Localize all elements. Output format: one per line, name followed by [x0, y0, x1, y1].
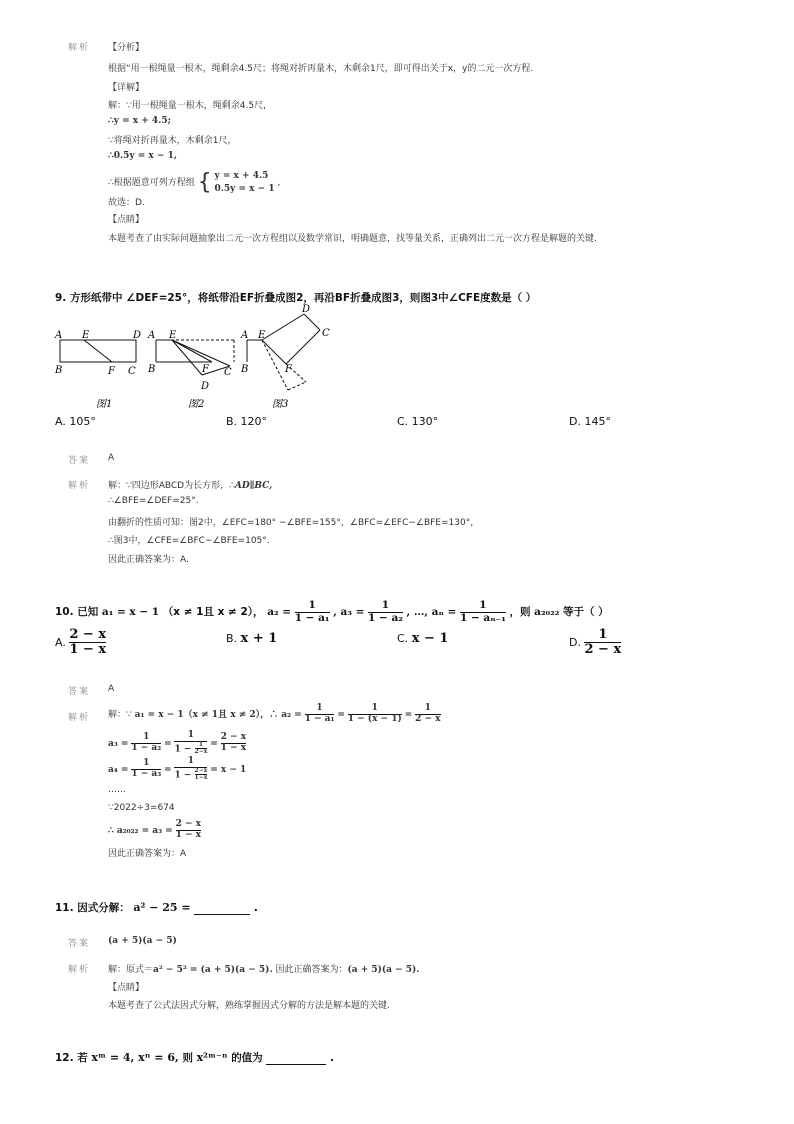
jiexi-tag: 解析: [68, 713, 91, 723]
solution-line: ∵将绳对折再量木，木剩余1尺，: [108, 136, 237, 146]
figure-3: [247, 314, 320, 390]
frac-den: [174, 767, 207, 782]
system-eq1: y = x + 4.5: [214, 171, 269, 182]
pt-E: E: [258, 330, 266, 341]
equation-system: [214, 170, 274, 194]
frac-num: 1: [598, 627, 608, 642]
fraction: [221, 733, 246, 754]
solution-line: ∴图3中，∠CFE=∠BFC−∠BFE=105°.: [108, 536, 270, 546]
frac-den: 1 − a₁: [294, 611, 330, 624]
q11-end: .: [253, 902, 258, 914]
fold-figures: [52, 302, 342, 414]
dianjing-tag: 【点睛】: [108, 983, 145, 993]
system-end: ,: [277, 178, 281, 188]
frac-den: 1−x: [194, 774, 208, 782]
answer-tag: 答案: [68, 456, 91, 466]
dianjing-text: 本题考查了由实际问题抽象出二元一次方程组以及数学常识，明确题意，找等量关系，正确列出二元一次方程是解题的关键.: [108, 234, 597, 244]
question-9-title: 9. 方形纸带中 ∠DEF=25°，将纸带沿EF折叠成图2，再沿BF折叠成图3，则图3中∠CFE度数是（ ）: [55, 292, 537, 304]
frac-num: 1: [381, 599, 390, 611]
frac-den: 2 − x: [415, 713, 441, 724]
fraction: [460, 600, 506, 624]
pt-E: E: [169, 330, 177, 341]
figure-2: [156, 340, 234, 375]
solution-text: 解：∵四边形ABCD为长方形，∴: [108, 481, 235, 491]
solution-line: ∴y = x + 4.5;: [108, 116, 171, 126]
system-eq2: 0.5y = x − 1: [214, 183, 275, 194]
q10-end: 等于（ ）: [563, 606, 609, 619]
frac-num: 1: [187, 756, 195, 766]
option-label: A.: [55, 635, 66, 649]
frac-den: 1 − a₃: [131, 769, 162, 780]
dianjing-tag: 【点睛】: [108, 215, 145, 225]
brace-glyph: {: [197, 170, 212, 195]
equals: =: [164, 765, 172, 776]
frac-den: 1 − x: [220, 743, 247, 754]
jiexi-tag: 解析: [68, 965, 91, 975]
q10-a2: a₂ =: [267, 606, 292, 619]
question-10-title: [55, 600, 609, 624]
frac-num: 2 − x: [175, 819, 202, 829]
fraction: [195, 768, 208, 782]
frac-den: 1 − a₂: [131, 743, 162, 754]
q12-math: x²ᵐ⁻ⁿ: [196, 1051, 228, 1064]
frac-den: 1 − aₙ₋₁: [460, 611, 506, 624]
fraction: [195, 742, 208, 756]
fraction: [415, 704, 440, 725]
jiexi-tag: 解析: [68, 481, 91, 491]
question-11-title: [55, 900, 258, 915]
fig-label: 图2: [188, 399, 205, 410]
option-value: x − 1: [411, 631, 449, 646]
answer-tag: 答案: [68, 687, 91, 697]
solution-text: 解：原式＝: [108, 965, 154, 975]
pt-B: B: [241, 364, 249, 375]
solution-line: [108, 757, 246, 782]
solution-line: 因此正确答案为：A.: [108, 555, 189, 565]
frac-den: 1 − a₁: [304, 713, 335, 724]
frac-den: 2 − x: [584, 642, 622, 658]
frac-den: [174, 741, 207, 756]
q10-then: ，则: [509, 606, 531, 619]
frac-den: 1 − a₂: [368, 611, 403, 624]
solution-line: 由翻折的性质可知：图2中，∠EFC=180° −∠BFE=155°，∠BFC=∠EFC−∠BFE=130°，: [108, 518, 480, 528]
answer-blank: [266, 1054, 326, 1065]
option-d: [569, 628, 621, 658]
fraction: [174, 757, 207, 782]
answer-choice: 故选：D.: [108, 198, 145, 208]
fraction: [348, 704, 402, 725]
frac-num: 1: [308, 599, 316, 611]
q10-a3: , a₃ =: [333, 606, 365, 619]
answer-blank: [194, 904, 250, 915]
pt-B: B: [148, 364, 156, 375]
fraction: [131, 733, 161, 754]
equals: =: [164, 739, 172, 750]
den-lead: 1 −: [174, 744, 192, 755]
option-b: B. 120°: [226, 415, 268, 428]
solution-math: a² − 5² = (a + 5)(a − 5).: [153, 965, 273, 975]
solution-math: AD∥BC,: [234, 481, 273, 491]
frac-num: 1: [424, 703, 431, 713]
pt-B: B: [55, 365, 63, 376]
option-label: D.: [569, 635, 581, 649]
frac-num: 2 − x: [69, 627, 107, 642]
pt-F: F: [202, 364, 209, 375]
fraction: [69, 628, 106, 658]
dianjing-text: 本题考查了公式法因式分解，熟练掌握因式分解的方法是解本题的关键.: [108, 1001, 390, 1011]
equals: =: [337, 709, 345, 720]
frac-den: 1 − x: [175, 829, 202, 840]
option-b: [226, 631, 277, 646]
answer-value: A: [108, 453, 115, 463]
fraction: [174, 731, 207, 756]
frac-den: 1 − (x − 1): [347, 713, 402, 724]
fig-label: 图3: [272, 399, 289, 410]
solution-line: ∴0.5y = x − 1,: [108, 151, 177, 161]
frac-den: 2−x: [194, 748, 208, 756]
solution-line: ∵2022÷3=674: [108, 803, 175, 813]
frac-num: 1: [316, 703, 323, 713]
option-label: B.: [226, 632, 238, 645]
fraction: [584, 628, 621, 658]
option-c: [397, 631, 448, 646]
pt-A: A: [55, 330, 63, 341]
answer-value: A: [108, 684, 115, 694]
q12-value-of: 的值为: [231, 1052, 263, 1064]
q12-end: .: [330, 1052, 334, 1064]
q10-condition: （x ≠ 1且 x ≠ 2），: [162, 606, 264, 619]
q12-lead: 12. 若: [55, 1052, 88, 1064]
solution-line: [108, 820, 201, 841]
fenxi-text: 根据“用一根绳量一根木，绳剩余4.5尺；将绳对折再量木，木剩余1尺，即可得出关于x，y的二元一次方程.: [108, 64, 534, 74]
pt-F: F: [285, 364, 292, 375]
solution-line: [108, 962, 419, 975]
frac-num: 1: [198, 740, 204, 748]
pt-C: C: [128, 366, 136, 377]
solution-math: a₃ =: [108, 739, 129, 750]
figure-1: [60, 340, 136, 362]
pt-A: A: [148, 330, 156, 341]
answer-value: (a + 5)(a − 5): [108, 936, 177, 946]
fraction: [295, 600, 330, 624]
solution-line: 因此正确答案为：A: [108, 849, 187, 859]
solution-text: 因此正确答案为：: [275, 965, 348, 975]
equals: =: [404, 709, 413, 720]
pt-E: E: [82, 330, 90, 341]
solution-line: [108, 478, 272, 491]
system-lead: ∴根据题意可列方程组: [108, 178, 195, 188]
solution-line: [108, 704, 441, 725]
q10-a2022: a₂₀₂₂: [534, 606, 560, 619]
option-value: x + 1: [240, 631, 278, 646]
pt-C: C: [224, 367, 232, 378]
option-d: D. 145°: [569, 415, 611, 428]
solution-line: [108, 731, 246, 756]
answer-tag: 答案: [68, 939, 91, 949]
frac-num: 1: [143, 758, 150, 769]
xiangjie-tag: 【详解】: [108, 83, 145, 93]
q12-math: xᵐ = 4, xⁿ = 6,: [91, 1051, 179, 1064]
pt-D: D: [201, 381, 210, 392]
option-a: [55, 628, 106, 658]
pt-F: F: [108, 366, 115, 377]
frac-num: 1: [371, 703, 378, 713]
q11-math: a² − 25 =: [133, 901, 191, 914]
solution-line: ∴∠BFE=∠DEF=25°.: [108, 496, 199, 506]
option-c: C. 130°: [397, 415, 439, 428]
pt-C: C: [322, 328, 330, 339]
q11-lead: 11. 因式分解：: [55, 902, 130, 914]
pt-D: D: [133, 330, 142, 341]
option-label: C.: [397, 632, 409, 645]
fenxi-tag: 【分析】: [108, 43, 145, 53]
fraction: [131, 759, 161, 780]
solution-math: (a + 5)(a − 5).: [347, 965, 420, 975]
pt-D: D: [302, 304, 311, 315]
fraction: [368, 600, 403, 624]
solution-line: 解：∵用一根绳量一根木，绳剩余4.5尺，: [108, 101, 273, 111]
frac-den: 1 − x: [69, 642, 107, 658]
frac-num: 1: [143, 732, 150, 743]
equation-system-line: [108, 170, 280, 195]
frac-num: 1: [187, 730, 195, 740]
fraction: [305, 704, 335, 725]
q10-an: , …, aₙ =: [406, 606, 457, 619]
frac-num: 1: [479, 599, 487, 611]
frac-num: 2 − x: [220, 732, 247, 743]
equals: =: [210, 739, 218, 750]
ellipsis-line: ……: [108, 785, 126, 795]
jiexi-tag: 解析: [68, 43, 91, 53]
frac-num: 2−x: [194, 766, 208, 774]
q10-lead: 10. 已知: [55, 606, 99, 619]
question-12-title: [55, 1050, 334, 1065]
den-lead: 1 −: [174, 770, 192, 781]
q12-then: 则: [182, 1052, 193, 1064]
fraction: [176, 820, 201, 841]
q10-a1: a₁ = x − 1: [101, 606, 160, 619]
option-a: A. 105°: [55, 415, 96, 428]
solution-math: a₁ = x − 1（x ≠ 1且 x ≠ 2），∴ a₂ =: [134, 709, 302, 720]
solution-math: a₄ =: [108, 765, 129, 776]
pt-A: A: [241, 330, 249, 341]
fig-label: 图1: [96, 399, 113, 410]
solution-text: 解：∵: [108, 709, 132, 720]
solution-math: = x − 1: [210, 765, 247, 776]
solution-math: ∴ a₂₀₂₂ = a₃ =: [108, 825, 173, 836]
